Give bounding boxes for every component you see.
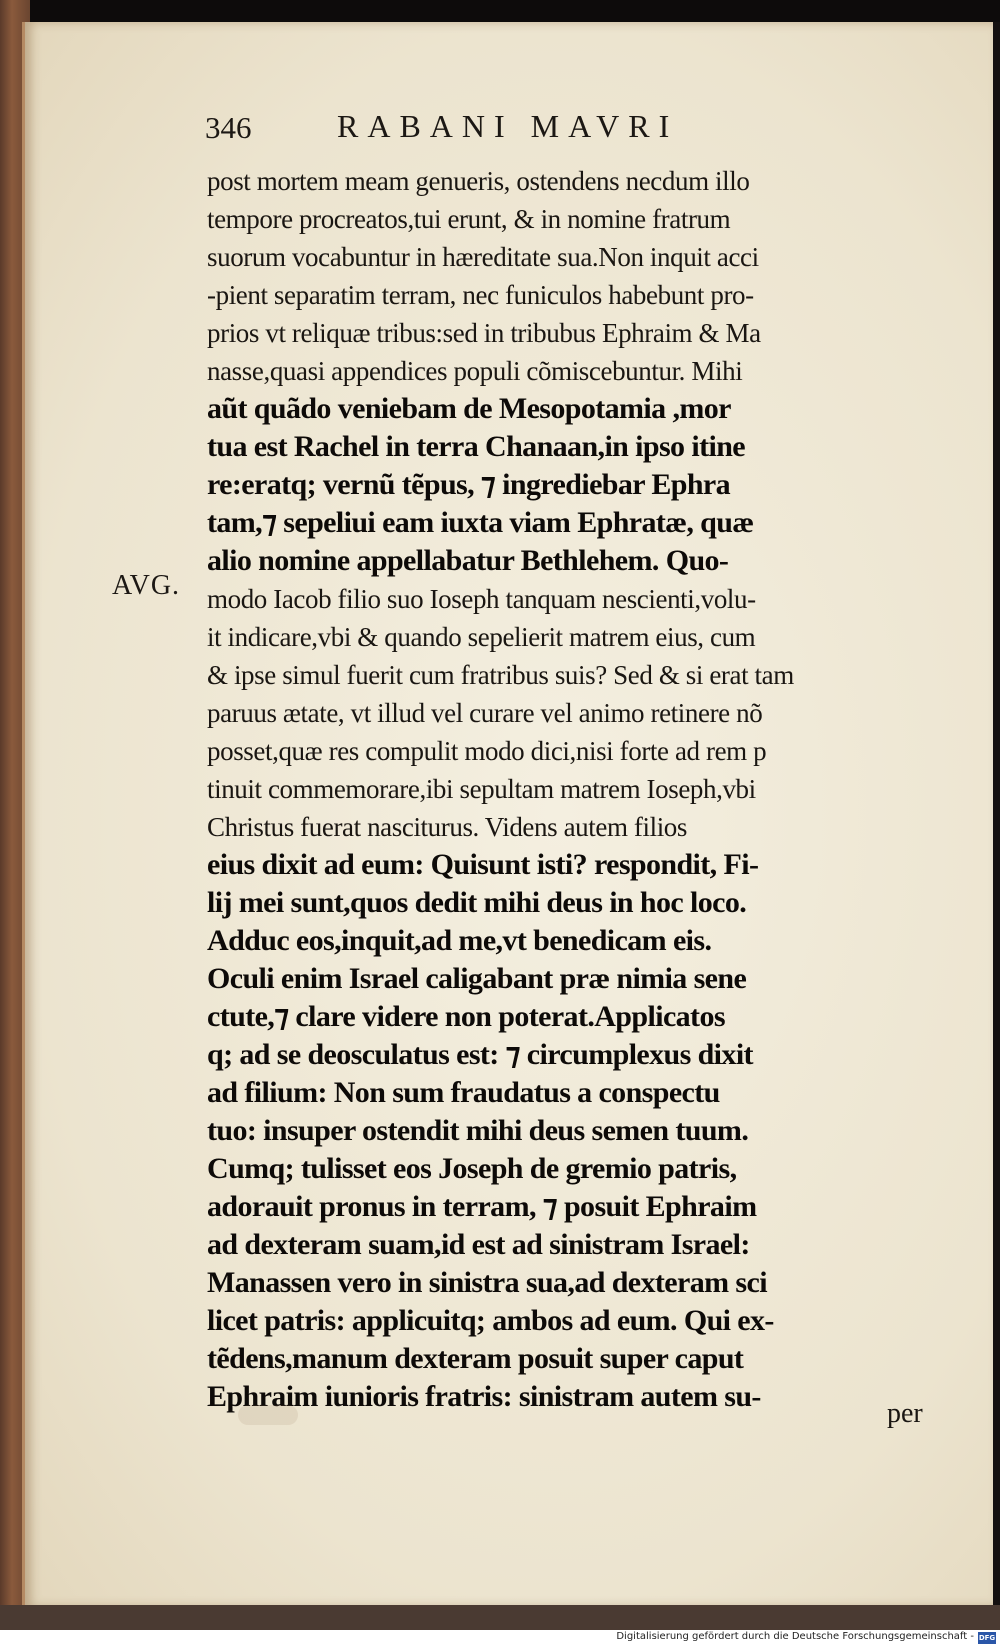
text-line: tua est Rachel in terra Chanaan,in ipso itine [207,430,746,463]
text-line: q; ad se deosculatus est: ⁊ circumplexus dixit [207,1038,753,1071]
text-line: nasse,quasi appendices populi cõmiscebuntur. Mihi [207,356,743,386]
page-header [205,104,845,144]
text-line: tempore procreatos,tui erunt, & in nomine fratrum [207,204,731,234]
text-line: re:eratq; vernũ tẽpus, ⁊ ingrediebar Ephra [207,468,731,501]
text-line: prios vt reliquæ tribus:sed in tribubus Ephraim & Ma [207,318,761,348]
text-line: eius dixit ad eum: Quisunt isti? respondit, Fi- [207,848,759,881]
text-line: Ephraim iunioris fratris: sinistram autem su- [207,1380,761,1413]
body-text [207,162,947,1416]
text-line: tinuit commemorare,ibi sepultam matrem Ioseph,vbi [207,774,756,804]
text-line: aũt quãdo veniebam de Mesopotamia ,mor [207,392,731,425]
text-line: lij mei sunt,quos dedit mihi deus in hoc loco. [207,886,747,919]
digitization-credit: Digitalisierung gefördert durch die Deutsche Forschungsgemeinschaft - [616,1631,974,1642]
scan-top-border [0,0,1000,22]
dfg-logo: DFG [978,1634,996,1642]
running-title: RABANI MAVRI [337,108,679,144]
text-line: alio nomine appellabatur Bethlehem. Quo- [207,544,729,577]
text-line: Adduc eos,inquit,ad me,vt benedicam eis. [207,924,712,957]
text-line: Christus fuerat nasciturus. Videns autem filios [207,812,688,842]
text-line: ad filium: Non sum fraudatus a conspectu [207,1076,720,1109]
text-line: Cumq; tulisset eos Joseph de gremio patris, [207,1152,737,1185]
margin-note: AVG. [112,570,181,601]
text-line: -pient separatim terram, nec funiculos habebunt pro- [207,280,754,310]
text-line: Manassen vero in sinistra sua,ad dexteram sci [207,1266,767,1299]
ink-smudge [238,1405,298,1425]
text-line: licet patris: applicuitq; ambos ad eum. Qui ex- [207,1304,774,1337]
text-line: suorum vocabuntur in hæreditate sua.Non inquit acci [207,242,759,272]
text-line: modo Iacob filio suo Ioseph tanquam nescienti,volu- [207,584,756,614]
text-line: ad dexteram suam,id est ad sinistram Israel: [207,1228,750,1261]
text-line: posset,quæ res compulit modo dici,nisi forte ad rem p [207,736,767,766]
text-line: & ipse simul fuerit cum fratribus suis? Sed & si erat tam [207,660,794,690]
text-line: it indicare,vbi & quando sepelierit matrem eius, cum [207,622,756,652]
text-line: ctute,⁊ clare videre non poterat.Applicatos [207,1000,725,1033]
text-line: tẽdens,manum dexteram posuit super caput [207,1342,744,1375]
text-line: adorauit pronus in terram, ⁊ posuit Ephraim [207,1190,757,1223]
text-line: post mortem meam genueris, ostendens necdum illo [207,166,750,196]
text-line: tam,⁊ sepeliui eam iuxta viam Ephratæ, quæ [207,506,754,539]
text-line: paruus ætate, vt illud vel curare vel animo retinere nõ [207,698,763,728]
text-line: tuo: insuper ostendit mihi deus semen tuum. [207,1114,749,1147]
catchword: per [887,1398,923,1429]
text-line: Oculi enim Israel caligabant præ nimia sene [207,962,747,995]
page-number: 346 [205,110,252,145]
